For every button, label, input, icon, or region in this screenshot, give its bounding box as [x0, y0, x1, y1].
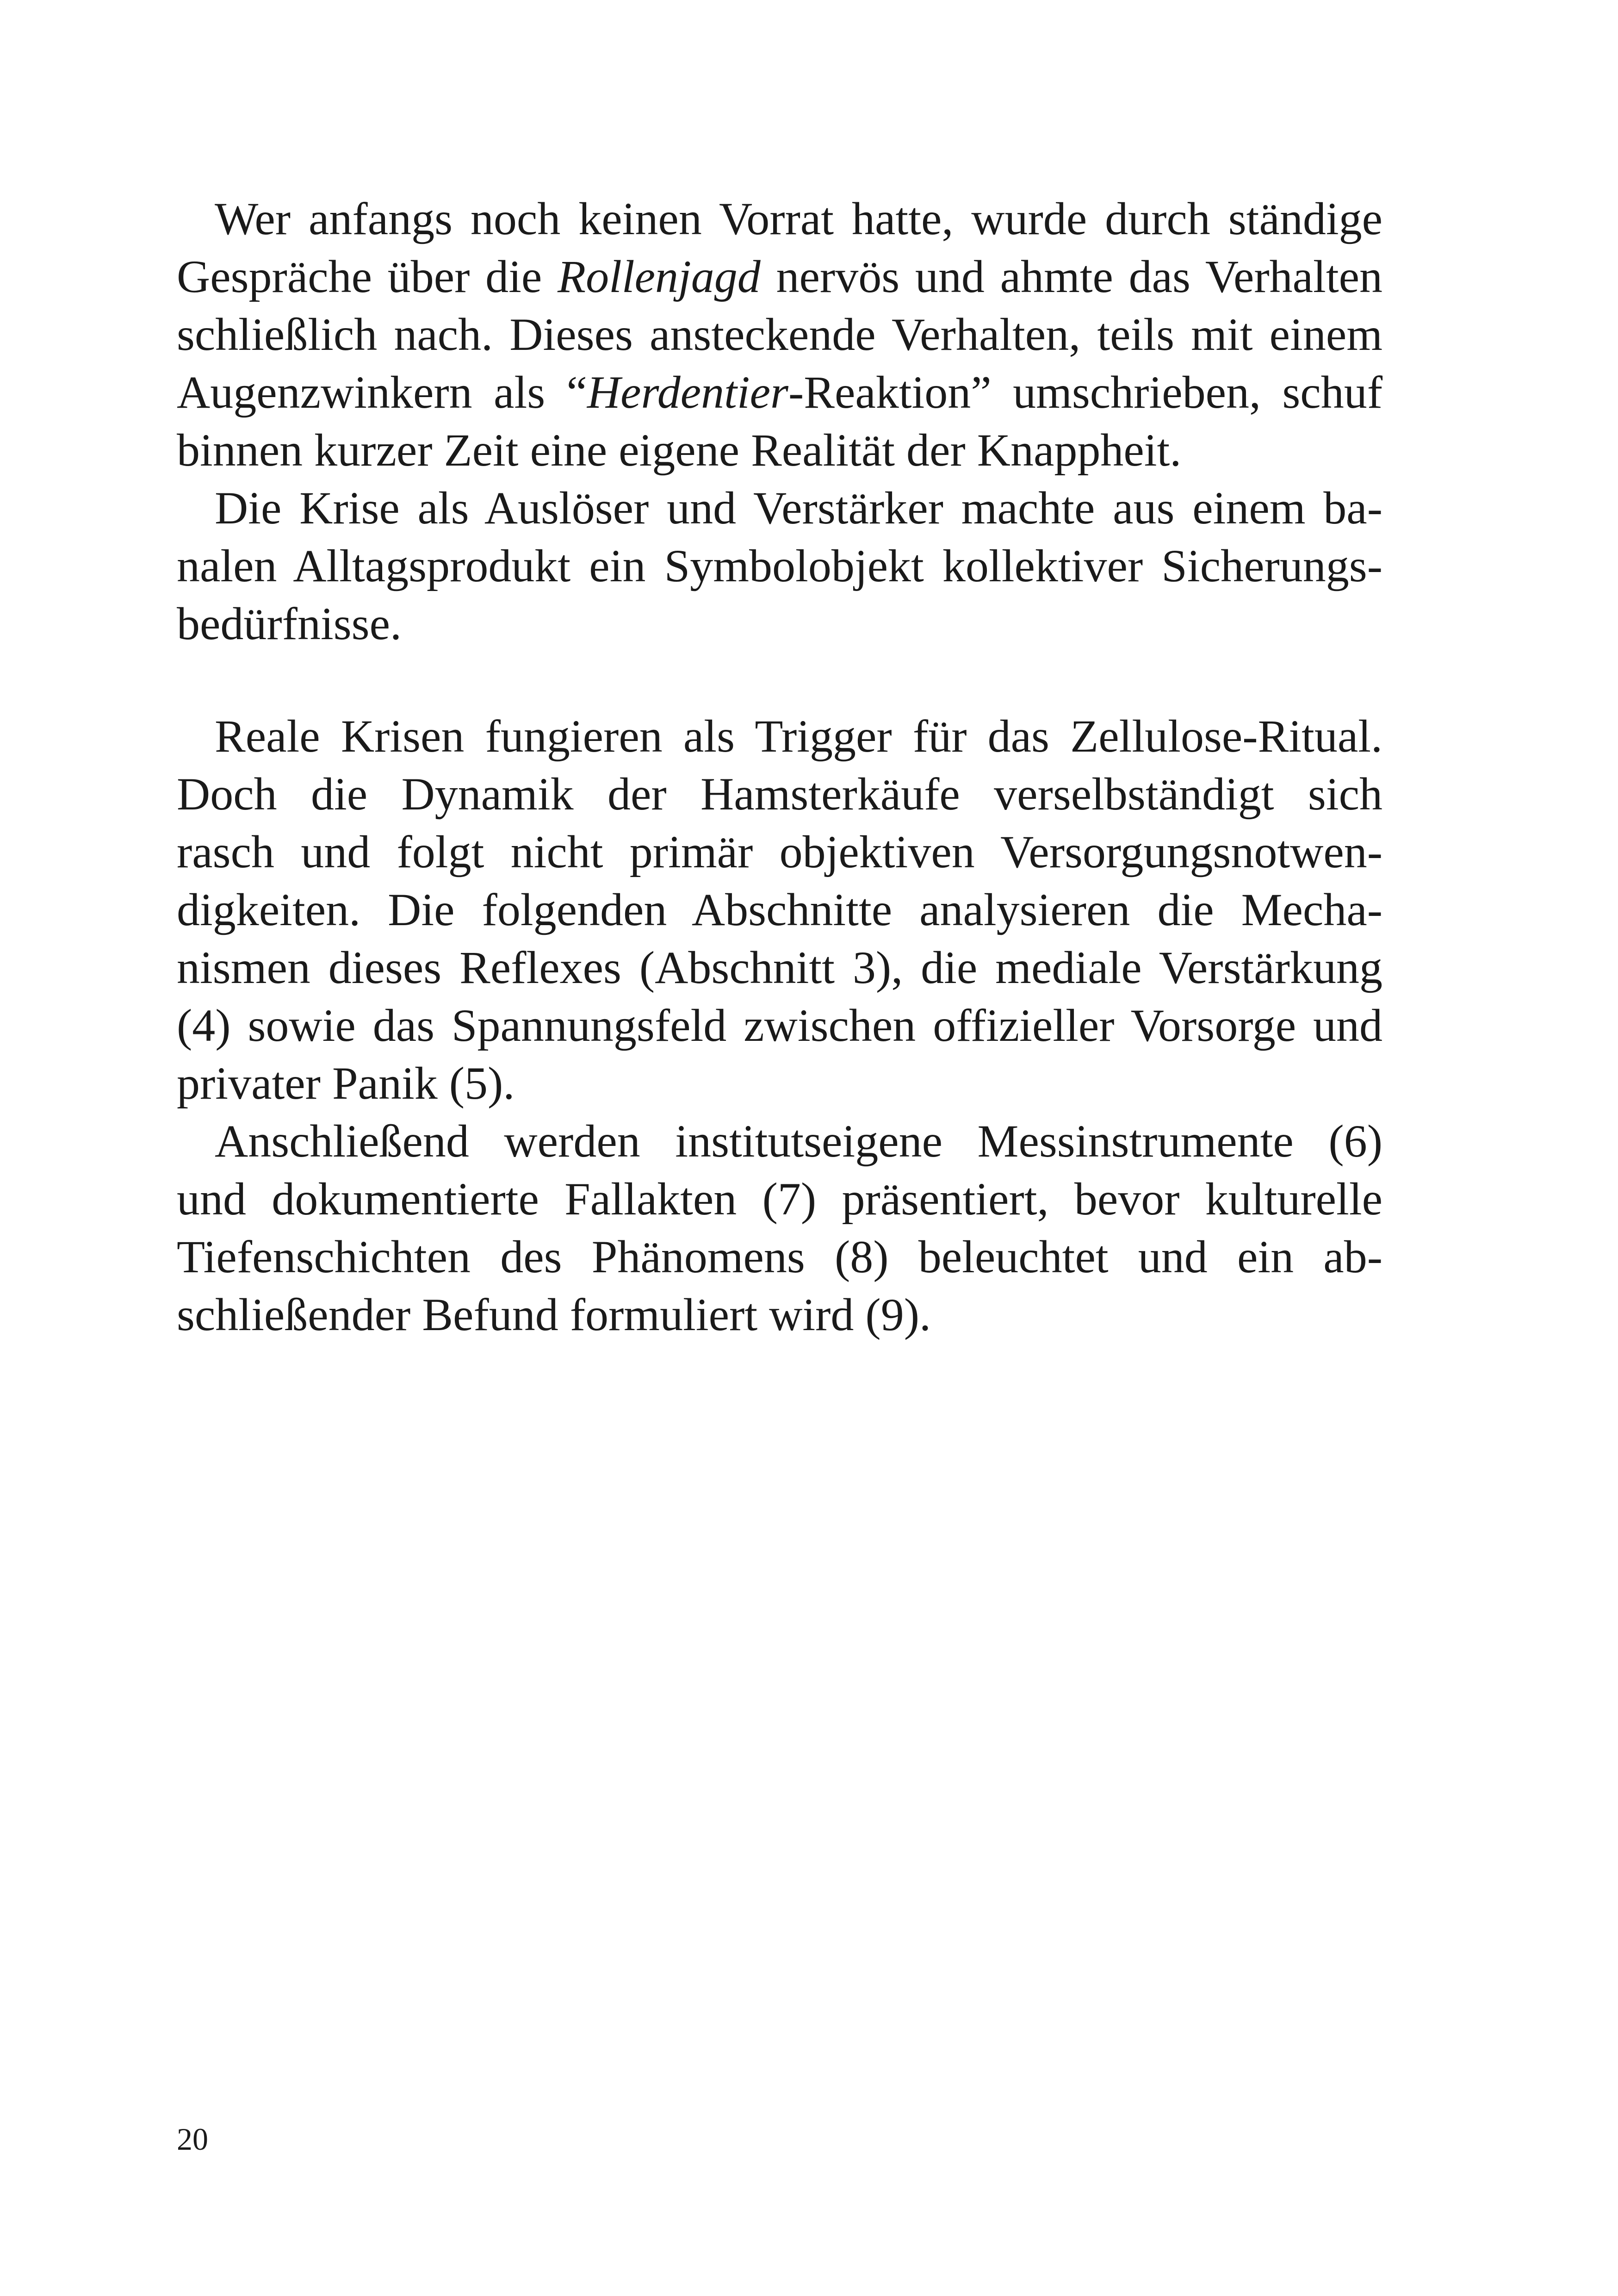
text-run: (4) sowie das Spannungsfeld zwischen offizieller Vorsorge und: [177, 1000, 1382, 1051]
text-line: [177, 595, 1382, 653]
text-run: binnen kurzer Zeit eine eigene Realität der Knappheit.: [177, 424, 1182, 476]
text-run: Anschließend werden institutseigene Messinstrumente (6): [215, 1115, 1382, 1167]
text-line: [177, 479, 1382, 537]
text-line: [177, 1228, 1382, 1286]
text-line: [177, 996, 1382, 1054]
text-line: [177, 363, 1382, 421]
text-run: Die Krise als Auslöser und Verstärker machte aus einem ba-: [215, 482, 1382, 534]
paragraph: [177, 707, 1382, 1112]
paragraph: [177, 190, 1382, 479]
text-line: [177, 305, 1382, 363]
text-line: [177, 823, 1382, 881]
text-run: nalen Alltagsprodukt ein Symbolobjekt kollektiver Sicherungs-: [177, 540, 1382, 591]
text-run: Gespräche über die: [177, 251, 558, 302]
text-run: nervös und ahmte das Verhalten: [760, 251, 1382, 302]
text-run: rasch und folgt nicht primär objektiven Versorgungsnotwen-: [177, 826, 1382, 877]
text-run: -Reaktion” umschrieben, schuf: [788, 367, 1382, 418]
italic-term: Rollenjagd: [557, 251, 761, 302]
paragraph: [177, 479, 1382, 653]
text-block-opening: [177, 190, 1382, 653]
text-run: schließlich nach. Dieses ansteckende Verhalten, teils mit einem: [177, 309, 1382, 360]
italic-term: Herdentier: [587, 367, 788, 418]
text-run: Doch die Dynamik der Hamsterkäufe verselbständigt sich: [177, 768, 1382, 820]
text-line: [177, 190, 1382, 248]
text-line: [177, 1112, 1382, 1170]
text-line: [177, 1286, 1382, 1344]
text-run: Augenzwinkern als “: [177, 367, 587, 418]
text-line: [177, 765, 1382, 823]
text-line: [177, 1054, 1382, 1112]
text-run: Reale Krisen fungieren als Trigger für das Zellulose-Ritual.: [215, 710, 1382, 762]
paragraph: [177, 1112, 1382, 1344]
text-run: digkeiten. Die folgenden Abschnitte analysieren die Mecha-: [177, 884, 1382, 935]
page-number: 20: [177, 2122, 208, 2157]
text-run: nismen dieses Reflexes (Abschnitt 3), die mediale Verstärkung: [177, 942, 1382, 993]
text-run: bedürfnisse.: [177, 598, 402, 649]
text-run: Wer anfangs noch keinen Vorrat hatte, wurde durch ständige: [215, 193, 1382, 244]
text-run: schließender Befund formuliert wird (9).: [177, 1289, 931, 1340]
text-line: [177, 421, 1382, 479]
text-run: Tiefenschichten des Phänomens (8) beleuchtet und ein ab-: [177, 1231, 1382, 1282]
text-line: [177, 1170, 1382, 1228]
text-run: privater Panik (5).: [177, 1058, 515, 1109]
text-line: [177, 881, 1382, 939]
text-block-overview: [177, 707, 1382, 1344]
text-line: [177, 939, 1382, 996]
text-line: [177, 248, 1382, 305]
text-line: [177, 707, 1382, 765]
text-run: und dokumentierte Fallakten (7) präsentiert, bevor kulturelle: [177, 1173, 1382, 1225]
text-line: [177, 537, 1382, 595]
